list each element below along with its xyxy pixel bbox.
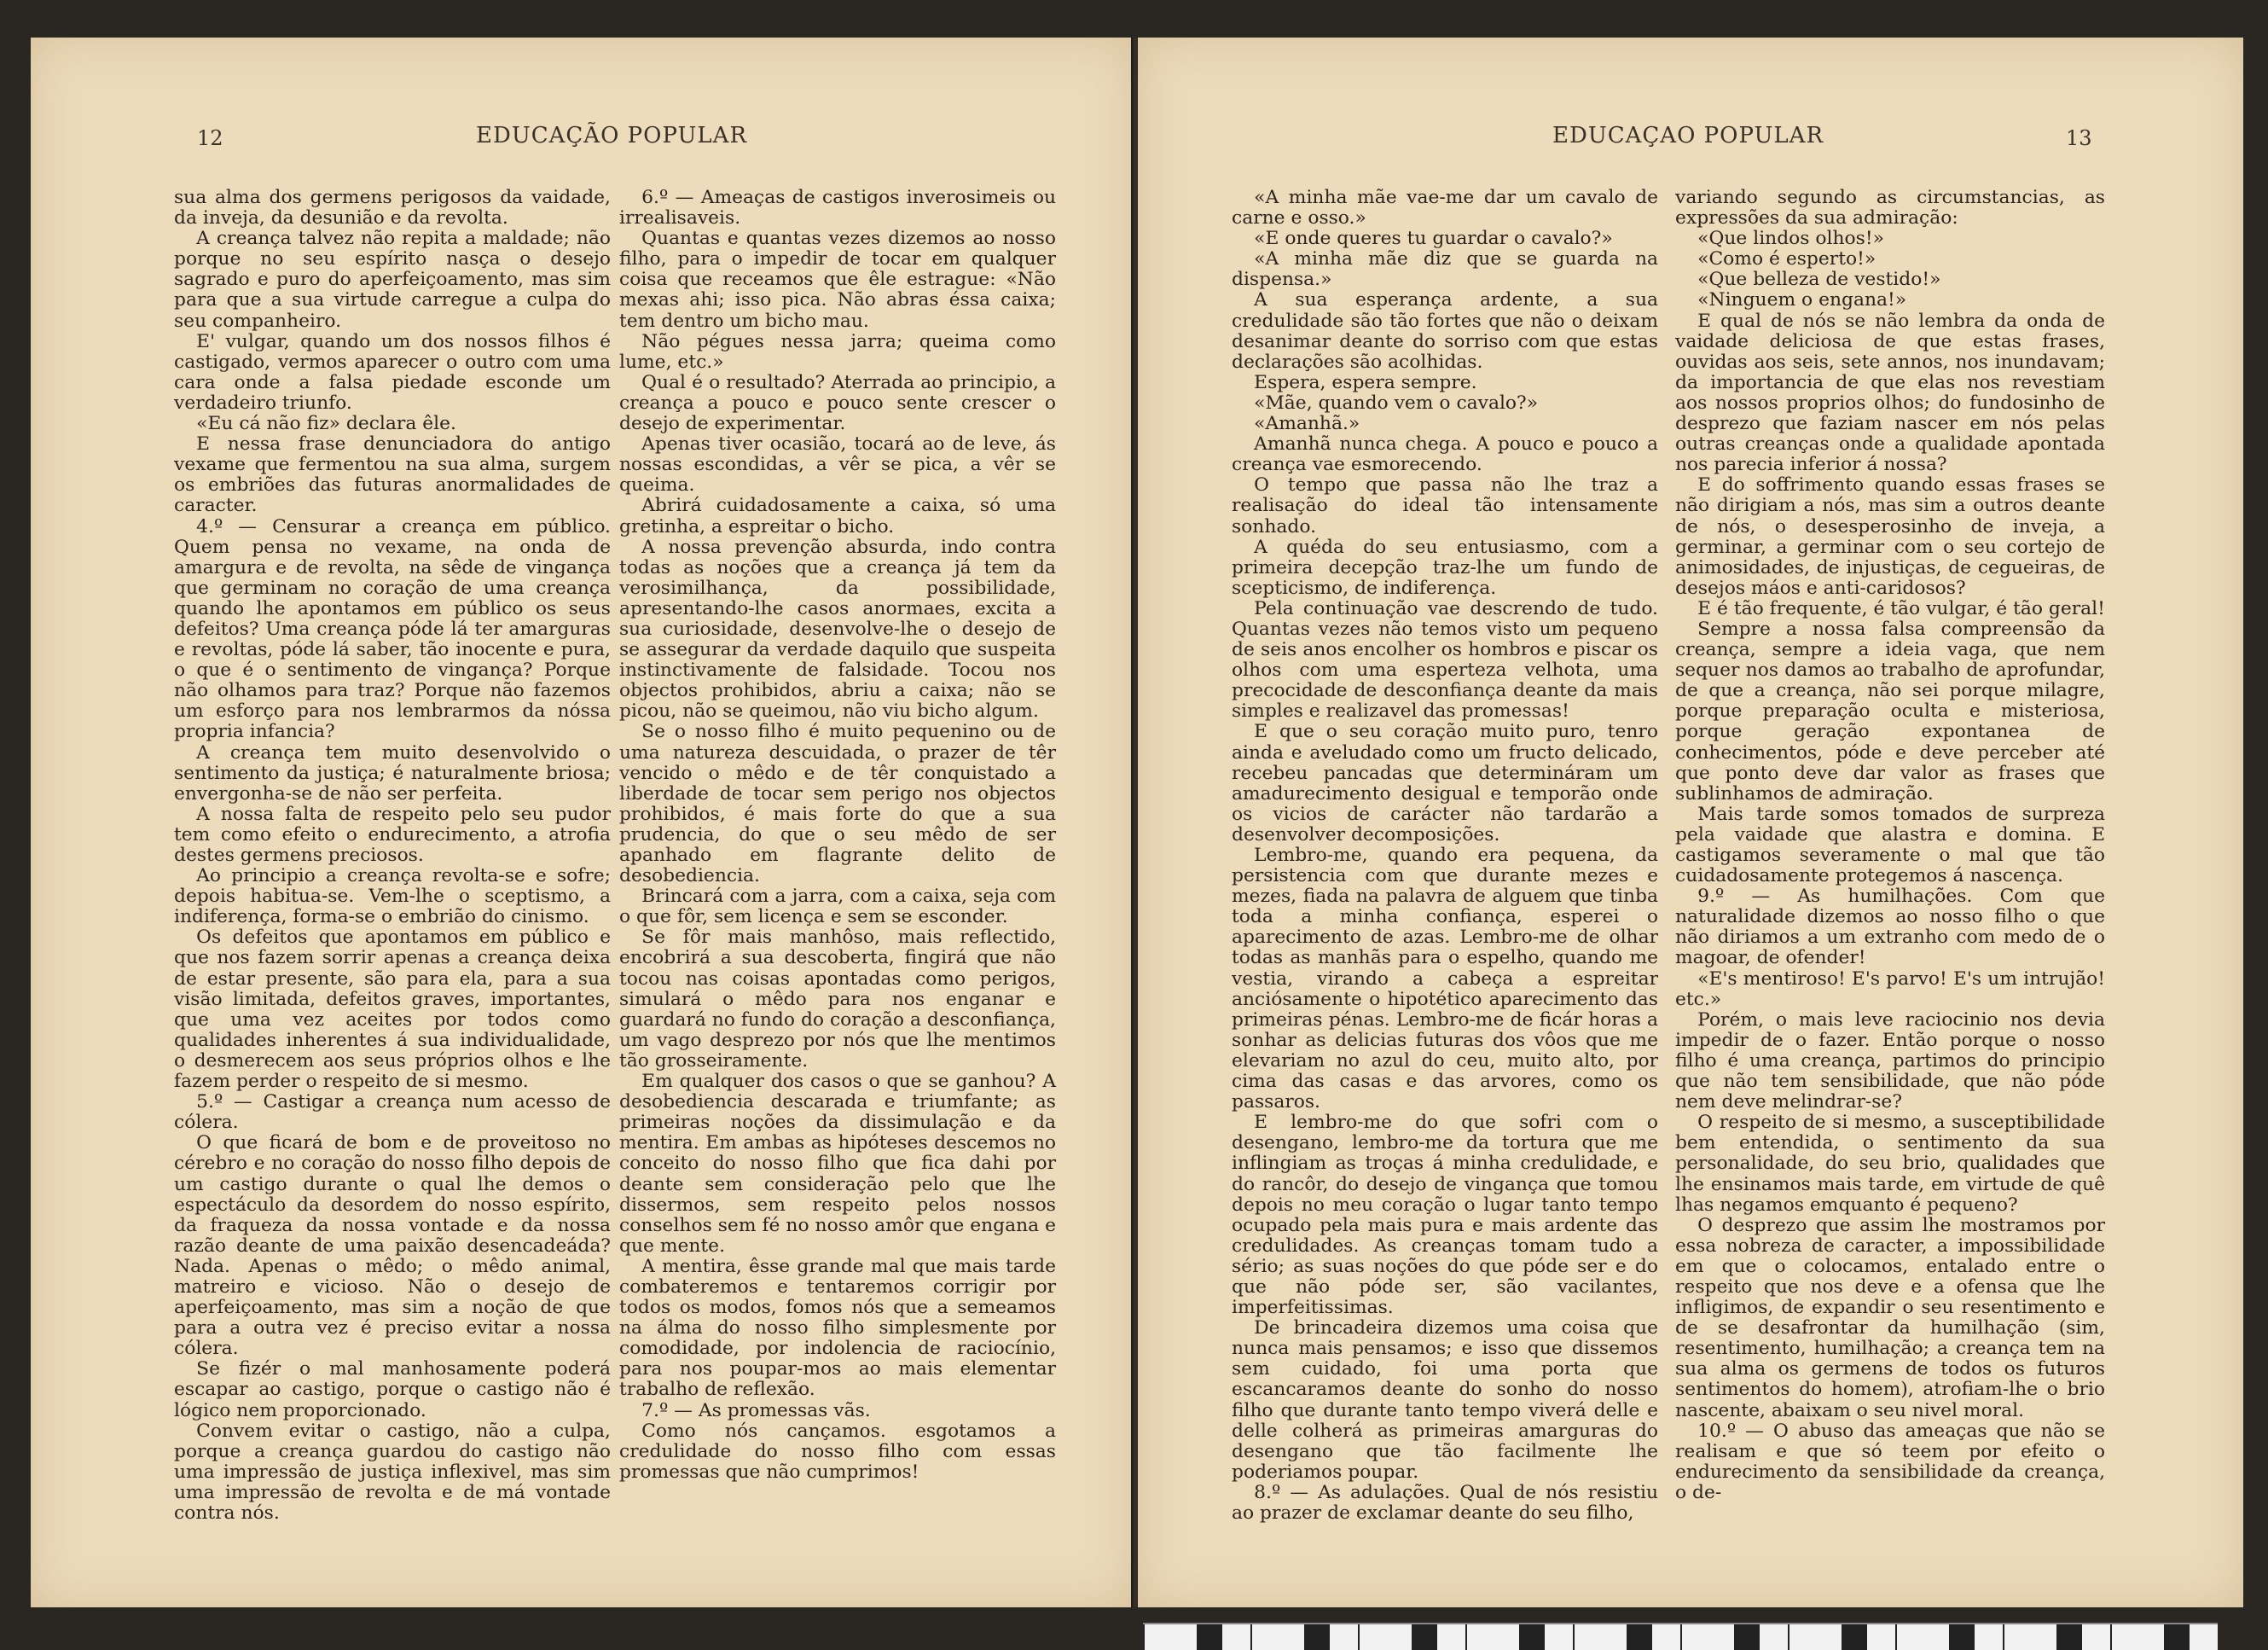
paragraph: «A minha mãe vae-me dar um cavalo de carne e osso.»	[1232, 187, 1658, 229]
paragraph: A sua esperança ardente, a sua credulidade são tão fortes que não o deixam desanimar deante do sorriso com que estas declarações são acolhidas.	[1232, 289, 1658, 373]
ruler-tick	[1842, 1624, 1867, 1650]
paragraph: 7.º — As promessas vãs.	[641, 1399, 871, 1421]
ruler-tick	[1680, 1624, 1682, 1650]
paragraph: Lembro-me, quando era pequena, da persistencia com que durante mezes e mezes, fiada na palavra de alguem que tinba toda a minha confiança, esperei o aparecimento de azas. Lembro-me de olhar todas as manhãs para o espelho, quando me vestia, virando a cabeça a espreitar anciósamente o hipotético aparecimento das primeiras pénas. Lembro-me de ficár horas a sonhar as delicias futuras dos vôos que me elevariam no azul do ceu, muito alto, por cima das casas e das arvores, como os passaros.	[1232, 845, 1658, 1113]
scale-ruler	[1143, 1623, 2218, 1650]
paragraph: E do soffrimento quando essas frases se não dirigiam a nós, mas sim a outros deante de nós, o desesperosinho de inveja, a germinar, a germinar com o seu cortejo de animosidades, de injustiças, de cegueiras, de desejos máos e anti-caridosos?	[1675, 474, 2105, 599]
paragraph: 9.º — As humilhações. Com que naturalidade dizemos ao nosso filho o que não diriamos a um extranho com medo de o magoar, de ofender!	[1675, 886, 2105, 969]
ruler-tick	[1465, 1624, 1467, 1650]
paragraph: Abrirá cuidadosamente a caixa, só uma gretinha, a espreitar o bicho.	[619, 495, 1056, 537]
ruler-tick	[2003, 1624, 2004, 1650]
paragraph: A nossa falta de respeito pelo seu pudor tem como efeito o endurecimento, a atrofia destes germens preciosos.	[174, 803, 611, 866]
paragraph: 4.º — Censurar a creança em público. Quem pensa no vexame, na onda de amargura e de revolta, na sêde de vingança que germinam no coração de uma creança quando lhe apontamos em público os seus defeitos? Uma creança póde lá ter amarguras e revoltas, póde lá saber, tão inocente e pura, o que é o sentimento de vingança? Porque não olhamos para traz? Porque não fazemos um esforço para nos lembrarmos da nóssa propria infancia?	[174, 515, 611, 743]
paragraph: «Amanhã.»	[1254, 413, 1360, 435]
paragraph: O que ficará de bom e de proveitoso no cérebro e no coração do nosso filho depois de um castigo durante o qual lhe demos o espectáculo da desordem do nosso espírito, da fraqueza da nossa vontade e da nossa razão deante de uma paixão desencadeáda? Nada. Apenas o mêdo; o mêdo animal, matreiro e vicioso. Não o desejo de aperfeiçoamento, mas sim a noção de que para a outra vez é preciso evitar a nossa cólera.	[174, 1132, 611, 1360]
paragraph: Se fizér o mal manhosamente poderá escapar ao castigo, porque o castigo não é lógico nem proporcionado.	[174, 1358, 611, 1421]
ruler-tick	[2056, 1624, 2082, 1650]
paragraph: Quantas e quantas vezes dizemos ao nosso filho, para o impedir de tocar em qualquer coisa que receamos que êle estrague: «Não mexas ahi; isso pica. Não abras éssa caixa; tem dentro um bicho mau.	[619, 228, 1056, 332]
paragraph: «Que belleza de vestido!»	[1697, 269, 1941, 291]
right-column-2	[1675, 188, 2105, 1503]
paragraph: Ao principio a creança revolta-se e sofre; depois habitua-se. Vem-lhe o sceptismo, a indiferença, forma-se o embrião do cinismo.	[174, 865, 611, 928]
ruler-tick	[1734, 1624, 1760, 1650]
paragraph: Em qualquer dos casos o que se ganhou? A desobediencia descarada e triumfante; as primeiras noções da dissimulação e da mentira. Em ambas as hipóteses descemos no conceito do nosso filho que fica dahi por deante sem consideração pelo que lhe dissermos, sem respeito pelos nossos conselhos sem fé no nosso amôr que engana e que mente.	[619, 1071, 1056, 1257]
paragraph: A creança tem muito desenvolvido o sentimento da justiça; é naturalmente briosa; envergonha-se de não ser perfeita.	[174, 741, 611, 805]
paragraph: Qual é o resultado? Aterrada ao principio, a creança a pouco e pouco sente crescer o desejo de experimentar.	[619, 371, 1056, 435]
paragraph: E que o seu coração muito puro, tenro ainda e aveludado como um fructo delicado, recebeu pancadas que determináram um amadurecimento desigual e temporão onde os vicios de carácter não tardarão a desenvolver decomposições.	[1232, 721, 1658, 845]
ruler-tick	[1895, 1624, 1897, 1650]
ruler-tick	[2164, 1624, 2190, 1650]
ruler-tick	[1143, 1624, 1145, 1650]
paragraph: Convem evitar o castigo, não a culpa, porque a creança guardou do castigo não uma impressão de justiça inflexivel, mas sim uma impressão de revolta e de má vontade contra nós.	[174, 1420, 611, 1524]
left-column-2	[619, 188, 1056, 1483]
paragraph: «E's mentiroso! E's parvo! E's um intrujão! etc.»	[1675, 967, 2105, 1010]
paragraph: «Como é esperto!»	[1697, 248, 1876, 270]
paragraph: Amanhã nunca chega. A pouco e pouco a creança vae esmorecendo.	[1232, 433, 1658, 476]
ruler-tick	[2110, 1624, 2112, 1650]
paragraph: «Eu cá não fiz» declara êle.	[196, 413, 456, 435]
paragraph: A mentira, êsse grande mal que mais tarde combateremos e tentaremos corrigir por todos os modos, fomos nós que a semeamos na álma do nosso filho simplesmente por comodidade, por indolencia de raciocínio, para nos poupar-mos ao mais elementar trabalho de reflexão.	[619, 1255, 1056, 1401]
paragraph: E é tão frequente, é tão vulgar, é tão geral!	[1697, 597, 2105, 619]
paragraph: «E onde queres tu guardar o cavalo?»	[1254, 228, 1613, 250]
paragraph: E' vulgar, quando um dos nossos filhos é castigado, vermos aparecer o outro com uma cara onde a falsa piedade esconde um verdadeiro triunfo.	[174, 330, 611, 414]
paragraph: variando segundo as circumstancias, as expressões da sua admiração:	[1675, 187, 2105, 229]
paragraph: A nossa prevenção absurda, indo contra todas as noções que a creança já tem da verosimilhança, da possibilidade, apresentando-lhe casos anormaes, excita a sua curiosidade, desenvolve-lhe o desejo de se assegurar da verdade daquilo que suspeita instinctivamente de falsidade. Tocou nos objectos prohibidos, abriu a caixa; não se picou, não se queimou, não viu bicho algum.	[619, 536, 1056, 723]
paragraph: O respeito de si mesmo, a susceptibilidade bem entendida, o sentimento da sua personalidade, do seu brio, qualidades que lhe ensinamos mais tarde, em virtude de quê lhas negamos emquanto é pequeno?	[1675, 1112, 2105, 1216]
paragraph: 8.º — As adulações. Qual de nós resistiu ao prazer de exclamar deante do seu filho,	[1232, 1481, 1658, 1524]
ruler-tick	[1788, 1624, 1789, 1650]
ruler-tick	[1949, 1624, 1975, 1650]
ruler-tick	[1573, 1624, 1575, 1650]
paragraph: Apenas tiver ocasião, tocará ao de leve, ás nossas escondidas, a vêr se pica, a vêr se queima.	[619, 433, 1056, 497]
paragraph: Como nós cançamos. esgotamos a credulidade do nosso filho com essas promessas que não cumprimos!	[619, 1420, 1056, 1483]
right-running-head: EDUCAÇAO POPULAR	[1552, 123, 1824, 148]
ruler-tick	[1627, 1624, 1652, 1650]
paragraph: Se o nosso filho é muito pequenino ou de uma natureza descuidada, o prazer de têr vencido o mêdo e de têr conquistado a liberdade de tocar sem perigo nos objectos prohibidos, é mais forte do que a sua prudencia, do que o seu mêdo de ser apanhado em flagrante delito de desobediencia.	[619, 721, 1056, 887]
paragraph: «A minha mãe diz que se guarda na dispensa.»	[1232, 248, 1658, 291]
left-page-number: 12	[197, 126, 223, 150]
right-page	[1138, 38, 2243, 1607]
paragraph: O desprezo que assim lhe mostramos por essa nobreza de caracter, a impossibilidade em que o colocamos, entalado entre o respeito que nos deve e a ofensa que lhe infligimos, de expandir o seu resentimento e de se desafrontar da humilhação (sim, resentimento, humilhação; a creança tem na sua alma os germens de todos os futuros sentimentos do homem), atrofiam-lhe o brio nascente, abaixam o seu nivel moral.	[1675, 1214, 2105, 1421]
ruler-tick	[1519, 1624, 1545, 1650]
ruler-tick	[1412, 1624, 1437, 1650]
right-page-number: 13	[2066, 126, 2092, 150]
left-column-1	[174, 188, 611, 1524]
right-column-1	[1232, 188, 1658, 1524]
paragraph: A quéda do seu entusiasmo, com a primeira decepção traz-lhe um fundo de scepticismo, de indiferença.	[1232, 536, 1658, 599]
ruler-tick	[1250, 1624, 1252, 1650]
paragraph: Pela continuação vae descrendo de tudo. Quantas vezes não temos visto um pequeno de seis anos encolher os hombros e piscar os olhos com uma esperteza velhota, uma precocidade de desconfiança deante da mais simples e realizavel das promessas!	[1232, 597, 1658, 723]
paragraph: E nessa frase denunciadora do antigo vexame que fermentou na sua alma, surgem os embriões das futuras anormalidades de caracter.	[174, 433, 611, 517]
paragraph: Os defeitos que apontamos em público e que nos fazem sorrir apenas a creança deixa de estar presente, são para ela, para a sua visão limitada, defeitos graves, importantes, que uma vez aceites por todos como qualidades inherentes á sua individualidade, o desmerecem aos seus próprios olhos e lhe fazem perder o respeito de si mesmo.	[174, 927, 611, 1093]
paragraph: «Ninguem o engana!»	[1697, 289, 1907, 311]
paragraph: E lembro-me do que sofri com o desengano, lembro-me da tortura que me inflingiam as troças á minha credulidade, e do rancôr, do desejo de vingança que tomou depois no meu coração o lugar tanto tempo ocupado pela mais pura e mais ardente das credulidades. As creanças tomam tudo a sério; as suas noções do que póde ser e do que não póde ser, são vacilantes, imperfeitissimas.	[1232, 1112, 1658, 1319]
paragraph: Sempre a nossa falsa compreensão da creança, sempre a ideia vaga, que nem sequer nos damos ao trabalho de aprofundar, de que a creança, não sei porque milagre, porque preparação oculta e misteriosa, porque geração expontanea de conhecimentos, póde e deve perceber até que ponto deve dar valor as frases que sublinhamos de admiração.	[1675, 618, 2105, 805]
paragraph: A creança talvez não repita a maldade; não porque no seu espírito nasça o desejo sagrado e puro do aperfeiçoamento, mas sim para que a sua virtude carregue a culpa do seu companheiro.	[174, 228, 611, 332]
paragraph: Não pégues nessa jarra; queima como lume, etc.»	[619, 330, 1056, 373]
paragraph: De brincadeira dizemos uma coisa que nunca mais pensamos; e isso que dissemos sem cuidado, foi uma porta que escancaramos deante do sonho do nosso filho que durante tanto tempo viverá delle e delle colherá as primeiras amarguras do desengano que tão facilmente lhe poderiamos poupar.	[1232, 1317, 1658, 1483]
paragraph: Mais tarde somos tomados de surpreza pela vaidade que alastra e domina. E castigamos severamente o mal que tão cuidadosamente protegemos á nascença.	[1675, 803, 2105, 887]
paragraph: O tempo que passa não lhe traz a realisação do ideal tão intensamente sonhado.	[1232, 474, 1658, 537]
paragraph: 6.º — Ameaças de castigos inverosimeis ou irrealisaveis.	[619, 187, 1056, 229]
paragraph: E qual de nós se não lembra da onda de vaidade deliciosa de que estas frases, ouvidas aos seis, sete annos, nos inundavam; da importancia de que elas nos revestiam aos nossos proprios olhos; do fundosinho de desprezo que faziam nascer em nós pelas outras creanças onde a qualidade apontada nos parecia inferior á nossa?	[1675, 310, 2105, 476]
paragraph: Porém, o mais leve raciocinio nos devia impedir de o fazer. Então porque o nosso filho é uma creança, partimos do principio que não tem sensibilidade, que não póde nem deve melindrar-se?	[1675, 1008, 2105, 1113]
paragraph: Brincará com a jarra, com a caixa, seja com o que fôr, sem licença e sem se esconder.	[619, 886, 1056, 928]
paragraph: Espera, espera sempre.	[1254, 371, 1477, 393]
left-running-head: EDUCAÇÃO POPULAR	[476, 123, 748, 148]
ruler-tick	[1197, 1624, 1222, 1650]
paragraph: Se fôr mais manhôso, mais reflectido, encobrirá a sua descoberta, fingirá que não tocou nas coisas apontadas como perigos, simulará o mêdo para nos enganar e guardará no fundo do coração a desconfiança, um vago desprezo por nós que lhe mentimos tão grosseiramente.	[619, 927, 1056, 1072]
ruler-tick	[1304, 1624, 1330, 1650]
ruler-tick	[1358, 1624, 1360, 1650]
paragraph: 10.º — O abuso das ameaças que não se realisam e que só teem por efeito o endurecimento da sensibilidade da creança, o de-	[1675, 1420, 2105, 1503]
paragraph: «Que lindos olhos!»	[1697, 228, 1884, 250]
paragraph: «Mãe, quando vem o cavalo?»	[1254, 392, 1539, 414]
left-page	[31, 38, 1133, 1607]
paragraph: 5.º — Castigar a creança num acesso de cólera.	[174, 1091, 611, 1134]
paragraph: sua alma dos germens perigosos da vaidade, da inveja, da desunião e da revolta.	[174, 187, 611, 229]
